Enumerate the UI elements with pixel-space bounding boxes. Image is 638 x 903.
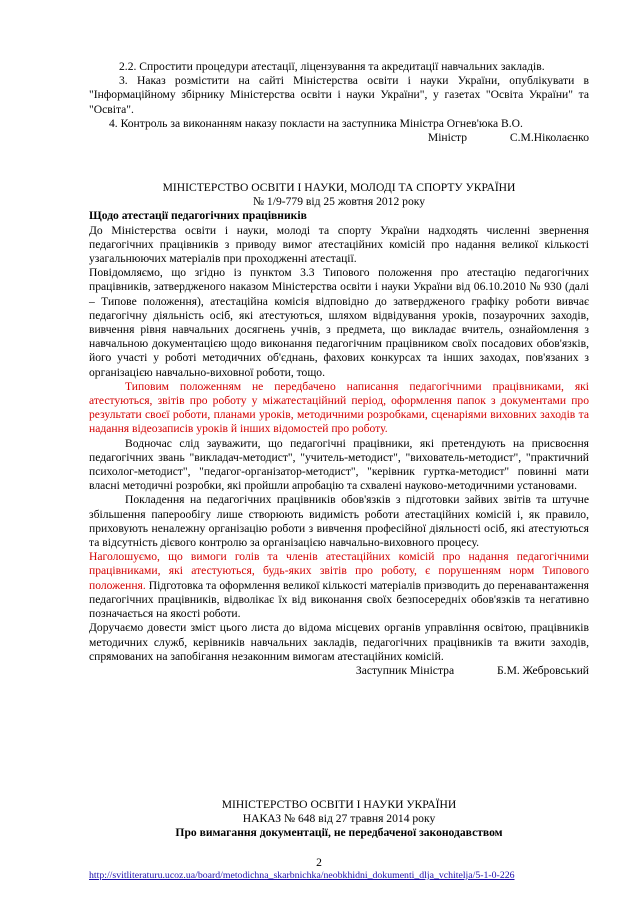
letter-paragraph-6-highlight: Наголошуємо, що вимоги голів та членів атестаційних комісій про надання педагогічними працівниками, які атестуються, будь-яких звітів про роботу, є порушенням норм Типового положення. <box>89 550 589 592</box>
order-number: НАКАЗ № 648 від 27 травня 2014 року <box>242 812 436 826</box>
letter-subject: Щодо атестації педагогічних працівників <box>89 209 307 223</box>
deputy-name: Б.М. Жебровський <box>497 663 589 677</box>
order-item-4: 4. Контроль за виконанням наказу покласти на заступника Міністра Огнев'юка В.О. <box>109 116 523 130</box>
letter-paragraph-5: Покладення на педагогічних працівників обов'язків з підготовки зайвих звітів та штучне збільшення паперообігу лише створюють видимість роботи атестаційних комісій і, як правило, приховують неналежну організацію роботи з вивчення професійної діяльності осіб, які атестуються та відсутність дієвого контролю за організацією навчально-виховного процесу. <box>89 493 589 550</box>
deputy-role: Заступник Міністра <box>355 663 455 677</box>
order-item-3: 3. Наказ розмістити на сайті Міністерства освіти і науки України, опублікувати в "Інформаційному збірнику Міністерства освіти і науки України", у газетах "Освіта України" та "Освіта". <box>89 74 589 116</box>
order-648-heading <box>89 798 589 841</box>
page-number: 2 <box>316 856 322 869</box>
letter-paragraph-4: Водночас слід зауважити, що педагогічні працівники, які претендують на присвоєння педагогічних звань "викладач-методист", "учитель-методист", "вихователь-методист", "практичний психолог-методист", "педагог-організатор-методист", "керівник гуртка-методист" повинні мати власні методичні розробки, які пройшли апробацію та схвалені науково-методичними установами. <box>89 436 589 493</box>
source-link[interactable]: http://svitliteraturu.ucoz.ua/board/metodichna_skarbnichka/neobkhidni_dokumenti_dlja_vchitelja/5-1-0-226 <box>89 870 515 881</box>
letter-paragraph-2: Повідомляємо, що згідно із пунктом 3.3 Типового положення про атестацію педагогічних працівників, затвердженого наказом Міністерства освіти і науки України від 06.10.2010 № 930 (далі – Типове положення), атестаційна комісія відповідно до затвердженого графіку роботи вивчає педагогічну діяльність осіб, які атестуються, шляхом відвідування уроків, позаурочних заходів, вивчення рівня навчальних досягнень учнів, з предмета, що викладає вчитель, ознайомлення з навчальною документацією щодо виконання педагогічним працівником своїх посадових обов'язків, його участі у роботі методичних об'єднань, фахових конкурсах та інших заходах, пов'язаних з організацією навчально-виховної роботи, тощо. <box>89 266 589 379</box>
order-title: Про вимагання документації, не передбаченої законодавством <box>175 826 503 840</box>
deputy-signature <box>89 664 589 678</box>
letter-paragraph-6-rest: Підготовка та оформлення великої кількості матеріалів призводить до перенавантаження педагогічних працівників, відволікає їх від виконання своїх безпосередніх обов'язків та негативно позначається на якості роботи. <box>89 578 589 621</box>
minister-role: Міністр <box>427 131 468 145</box>
letter-paragraph-7: Доручаємо довести зміст цього листа до відома місцевих органів управління освітою, працівників методичних служб, керівників навчальних закладів, педагогічних працівників та вжити заходів, спрямованих на запобігання незаконним вимогам атестаційних комісій. <box>89 621 589 663</box>
minister-name: С.М.Ніколаєнко <box>509 131 589 145</box>
letter-ministry-heading: МІНІСТЕРСТВО ОСВІТИ І НАУКИ, МОЛОДІ ТА СПОРТУ УКРАЇНИ <box>162 181 516 194</box>
letter-section <box>89 181 589 678</box>
letter-paragraph-6 <box>89 550 589 621</box>
letter-number: № 1/9-779 від 25 жовтня 2012 року <box>252 195 426 209</box>
order-item-2-2: 2.2. Спростити процедури атестації, ліцензування та акредитації навчальних закладів. <box>119 60 545 73</box>
letter-paragraph-1: До Міністерства освіти і науки, молоді та спорту України надходять численні звернення педагогічних працівників з приводу вимог атестаційних комісій про надання великої кількості узагальнюючих матеріалів при проходженні атестації. <box>89 223 589 266</box>
minister-signature <box>89 131 589 145</box>
previous-order-tail <box>89 60 589 145</box>
order-ministry-heading: МІНІСТЕРСТВО ОСВІТИ І НАУКИ УКРАЇНИ <box>221 798 457 811</box>
letter-paragraph-3-highlight: Типовим положенням не передбачено написання педагогічними працівниками, які атестуються, звітів про роботу у міжатестаційний період, оформлення папок з документами про результати своєї роботи, планами уроків, методичними розробками, сценаріями виховних заходів та надання відеозаписів уроків й інших відомостей про роботу. <box>89 379 589 436</box>
